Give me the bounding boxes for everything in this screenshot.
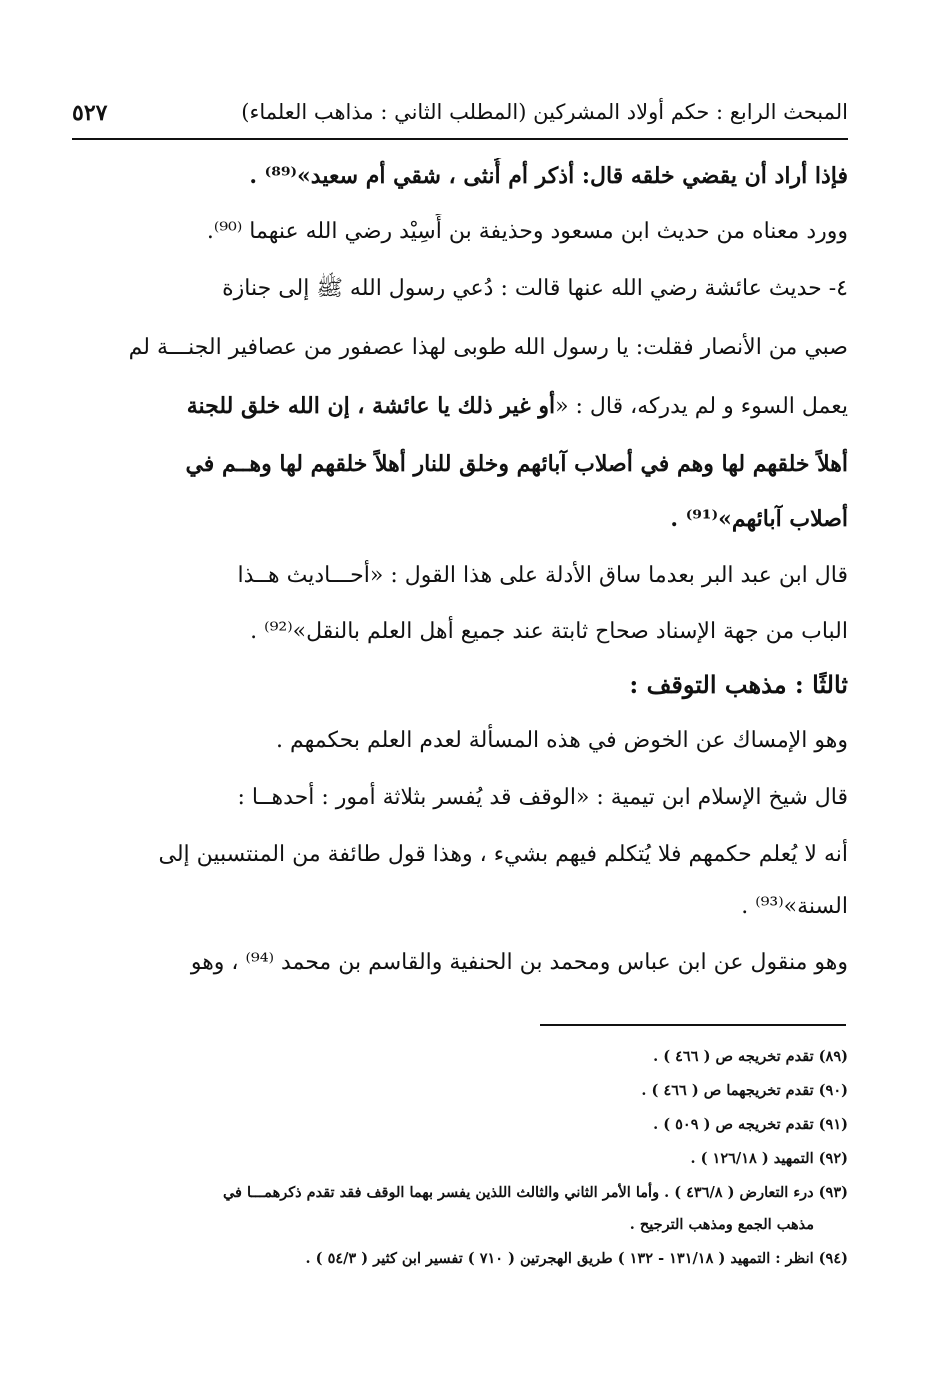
body-line-9: الباب من جهة الإسناد صحاح ثابتة عند جميع أهل العلم بالنقل»⁽⁹²⁾ .	[250, 619, 848, 644]
body-line-2: وورد معناه من حديث ابن مسعود وحذيفة بن أَسِيْد رضي الله عنهما ⁽⁹⁰⁾.	[206, 219, 848, 244]
body-line-13: السنة»⁽⁹³⁾ .	[741, 894, 848, 919]
body-line-4: صبي من الأنصار فقلت: يا رسول الله طوبى لهذا عصفور من عصافير الجنـــة لم	[128, 335, 848, 360]
body-line-14: وهو منقول عن ابن عباس ومحمد بن الحنفية والقاسم بن محمد ⁽⁹⁴⁾ ، وهو	[190, 950, 848, 975]
footnote-89: (٨٩) تقدم تخريجه ص ( ٤٦٦ ) .	[653, 1048, 848, 1065]
footnote-92: (٩٢) التمهيد ( ١٢٦/١٨ ) .	[690, 1150, 848, 1167]
body-line-1: فإذا أراد أن يقضي خلقه قال: أذكر أم أُنثى ، شقي أم سعيد»⁽⁸⁹⁾ .	[249, 163, 848, 189]
footnote-90: (٩٠) تقدم تخريجهما ص ( ٤٦٦ ) .	[641, 1082, 848, 1099]
page-header	[72, 98, 848, 140]
body-line-3: ٤- حديث عائشة رضي الله عنها قالت : دُعي رسول الله ﷺ إلى جنازة	[222, 276, 848, 301]
footnote-separator	[540, 1024, 846, 1026]
hadith-quote-start: أو غير ذلك يا عائشة ، إن الله خلق للجنة	[186, 393, 556, 419]
body-line-10: وهو الإمساك عن الخوض في هذه المسألة لعدم العلم بحكمهم .	[276, 728, 848, 753]
body-line-5	[72, 388, 848, 425]
body-line-6: أهلاً خلقهم لها وهم في أصلاب آبائهم وخلق للنار أهلاً خلقهم لها وهــم في	[185, 451, 848, 477]
section-heading: ثالثًا : مذهب التوقف :	[629, 670, 848, 699]
body-line-7: أصلاب آبائهم»⁽⁹¹⁾ .	[670, 506, 848, 532]
body-line-12: أنه لا يُعلم حكمهم فلا يُتكلم فيهم بشيء ، وهذا قول طائفة من المنتسبين إلى	[158, 842, 848, 867]
body-line-8: قال ابن عبد البر بعدما ساق الأدلة على هذا القول : «أحـــاديث هــذا	[237, 563, 848, 588]
footnote-94: (٩٤) انظر : التمهيد ( ١٣١/١٨ - ١٣٢ ) طريق الهجرتين ( ٧١٠ ) تفسير ابن كثير ( ٥٤/٣ ) .	[305, 1250, 848, 1267]
footnote-93-continuation: مذهب الجمع ومذهب الترجيح .	[629, 1216, 814, 1233]
footnote-93: (٩٣) درء التعارض ( ٤٣٦/٨ ) . وأما الأمر الثاني والثالث اللذين يفسر بهما الوقف فقد تقدم ذكرهمـــا في	[222, 1184, 848, 1201]
body-line-11: قال شيخ الإسلام ابن تيمية : «الوقف قد يُفسر بثلاثة أمور : أحدهــا :	[237, 785, 848, 810]
footnote-91: (٩١) تقدم تخريجه ص ( ٥٠٩ ) .	[653, 1116, 848, 1133]
page-number: ٥٢٧	[72, 100, 108, 126]
body-line-5-intro: يعمل السوء و لم يدركه، قال : «	[555, 394, 848, 419]
running-title: المبحث الرابع : حكم أولاد المشركين (المطلب الثاني : مذاهب العلماء)	[241, 100, 848, 124]
